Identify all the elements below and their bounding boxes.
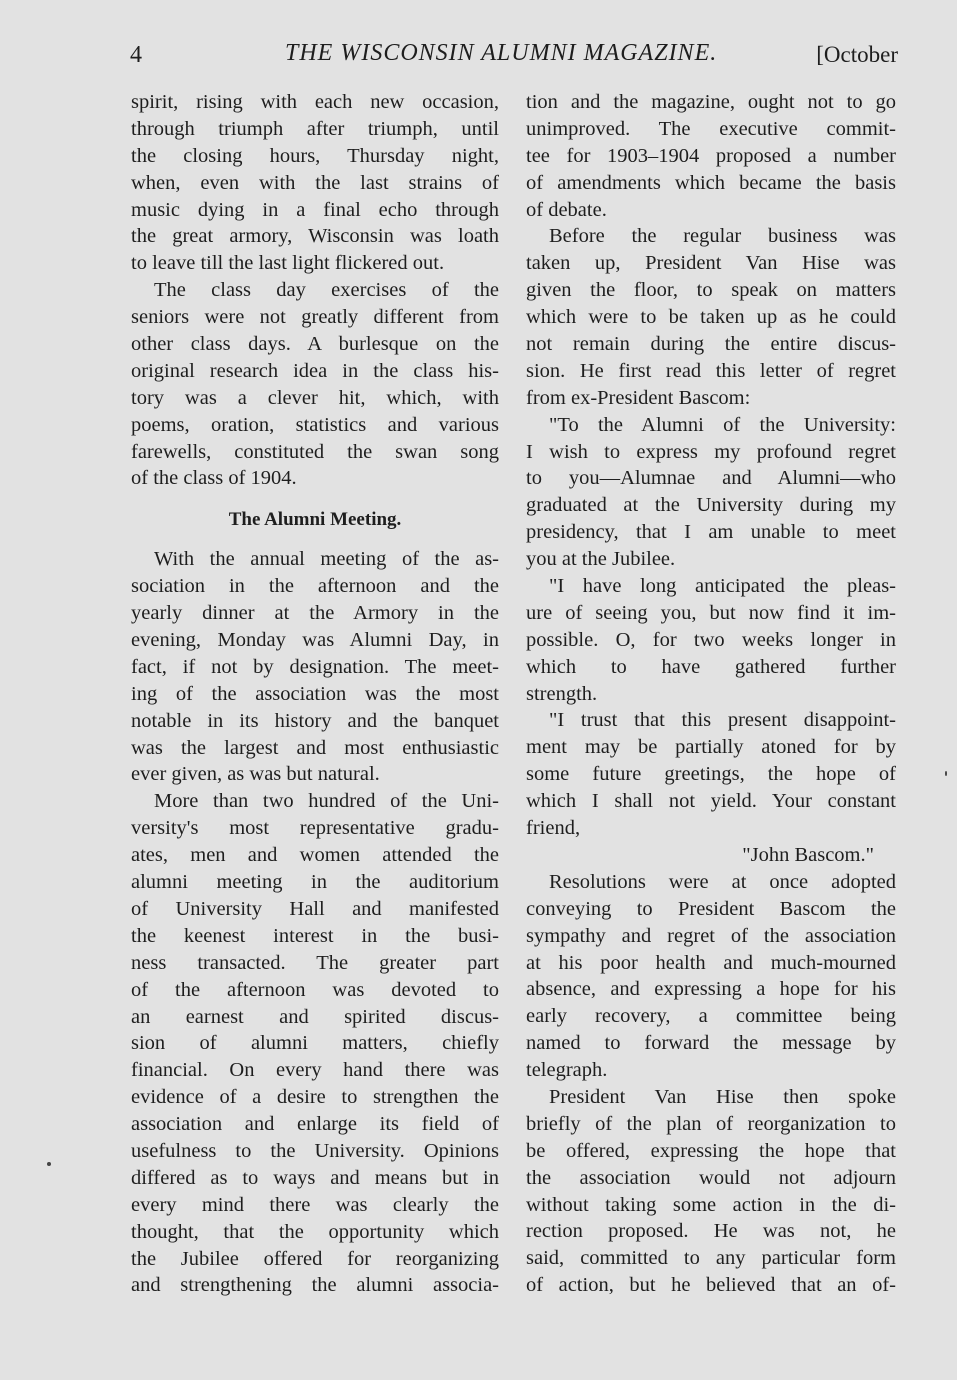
text-line: which I shall not yield. Your constant [526, 790, 896, 813]
left-column [131, 89, 499, 1299]
text-line: music dying in a final echo through [131, 198, 499, 221]
text-line: of debate. [526, 198, 607, 221]
text-line: every mind there was clearly the [131, 1193, 499, 1216]
text-line: presidency, that I am unable to meet [526, 521, 896, 544]
paper-speck [945, 771, 947, 776]
text-line: "To the Alumni of the University: [549, 413, 896, 436]
text-line: not remain during the entire discus- [526, 333, 896, 356]
text-line: ness transacted. The greater part [131, 951, 499, 974]
text-line: association and enlarge its field of [131, 1113, 499, 1136]
text-line: briefly of the plan of reorganization to [526, 1112, 896, 1135]
section-heading: The Alumni Meeting. [228, 509, 402, 531]
text-line: notable in its history and the banquet [131, 709, 499, 732]
text-line: taken up, President Van Hise was [526, 252, 896, 275]
text-line: More than two hundred of the Uni- [154, 790, 499, 813]
text-line: named to forward the message by [526, 1032, 896, 1055]
text-line: ates, men and women attended the [131, 844, 499, 867]
text-line: the Jubilee offered for reorganizing [131, 1247, 499, 1270]
text-line: "I trust that this present disappoint- [549, 709, 896, 732]
text-line: tion and the magazine, ought not to go [526, 91, 896, 113]
text-line: to you—Alumnae and Alumni—who [526, 467, 896, 490]
magazine-title: THE WISCONSIN ALUMNI MAGAZINE. [285, 40, 718, 66]
text-line: strength. [526, 682, 598, 705]
text-line: alumni meeting in the auditorium [131, 871, 499, 894]
text-line: and strengthening the alumni associa- [131, 1274, 499, 1297]
text-line: through triumph after triumph, until [131, 117, 499, 140]
paragraph [526, 223, 896, 411]
paragraph [131, 277, 499, 492]
text-line: graduated at the University during my [526, 494, 896, 517]
text-line: rection proposed. He was not, he [526, 1220, 896, 1243]
text-line: evening, Monday was Alumni Day, in [131, 629, 499, 652]
text-line: ure of seeing you, but now find it im- [526, 601, 896, 624]
text-line: of amendments which became the basis [526, 171, 896, 194]
text-line: The class day exercises of the [154, 279, 499, 302]
text-line: farewells, constituted the swan song [131, 440, 499, 463]
text-line: which were to be taken up as he could [526, 306, 896, 329]
paragraph [131, 546, 499, 788]
text-line: of University Hall and manifested [131, 897, 499, 920]
text-line: to leave till the last light flickered out. [131, 252, 445, 275]
text-line: usefulness to the University. Opinions [131, 1139, 499, 1162]
text-line: of the afternoon was devoted to [131, 978, 499, 1001]
text-line: seniors were not greatly different from [131, 306, 499, 329]
running-header [130, 38, 898, 72]
text-line: you at the Jubilee. [526, 548, 676, 571]
text-line: fact, if not by designation. The meet- [131, 655, 499, 678]
paragraph [526, 89, 896, 223]
text-line: ever given, as was but natural. [131, 763, 380, 786]
text-line: With the annual meeting of the as- [154, 548, 499, 571]
text-line: poems, oration, statistics and various [131, 413, 499, 436]
text-line: when, even with the last strains of [131, 171, 499, 194]
text-line: was the largest and most enthusiastic [131, 736, 499, 759]
text-line: I wish to express my profound regret [526, 440, 896, 463]
text-line: at his poor health and much-mourned [526, 951, 896, 974]
text-line: the keenest interest in the busi- [131, 924, 499, 947]
text-line: original research idea in the class his- [131, 359, 499, 382]
text-line: financial. On every hand there was [131, 1059, 499, 1082]
text-line: other class days. A burlesque on the [131, 333, 499, 356]
text-line: early recovery, a committee being [526, 1005, 896, 1028]
text-line: "I have long anticipated the pleas- [549, 575, 896, 598]
text-line: the closing hours, Thursday night, [131, 144, 499, 167]
text-line: an earnest and spirited discus- [131, 1005, 499, 1028]
text-line: tory was a clever hit, which, with [131, 386, 499, 409]
text-line: differed as to ways and means but in [131, 1166, 499, 1189]
paper-speck [47, 1162, 51, 1166]
text-line: without taking some action in the di- [526, 1193, 896, 1216]
text-line: of the class of 1904. [131, 467, 297, 490]
text-line: from ex-President Bascom: [526, 386, 751, 409]
right-column [526, 89, 896, 1299]
text-line: the great armory, Wisconsin was loath [131, 225, 499, 248]
text-line: friend, [526, 817, 581, 840]
text-line: evidence of a desire to strengthen the [131, 1086, 499, 1109]
text-line: spirit, rising with each new occasion, [131, 91, 499, 113]
text-line: versity's most representative gradu- [131, 817, 499, 840]
paragraph [131, 788, 499, 1299]
paragraph [526, 1084, 896, 1299]
text-line: conveying to President Bascom the [526, 897, 896, 920]
text-line: be offered, expressing the hope that [526, 1139, 896, 1162]
text-line: Before the regular business was [549, 225, 896, 248]
text-line: yearly dinner at the Armory in the [131, 602, 499, 625]
page-number: 4 [130, 42, 142, 68]
issue-month: [October [816, 42, 898, 67]
text-line: sympathy and regret of the association [526, 924, 896, 947]
text-line: telegraph. [526, 1059, 608, 1082]
text-line: possible. O, for two weeks longer in [526, 628, 896, 651]
paragraph [131, 89, 499, 277]
text-line: of action, but he believed that an of- [526, 1274, 896, 1297]
text-line: which to have gathered further [526, 655, 896, 678]
text-line: given the floor, to speak on matters [526, 279, 896, 302]
paragraph [526, 573, 896, 707]
text-line: thought, that the opportunity which [131, 1220, 499, 1243]
letter-signature: "John Bascom." [742, 843, 874, 866]
text-line: tee for 1903–1904 proposed a number [526, 144, 896, 167]
text-line: President Van Hise then spoke [549, 1085, 896, 1108]
paragraph [526, 412, 896, 573]
text-line: said, committed to any particular form [526, 1247, 896, 1270]
text-line: the association would not adjourn [526, 1166, 896, 1189]
text-line: ment may be partially atoned for by [526, 736, 896, 759]
paragraph [526, 707, 896, 841]
paragraph [526, 869, 896, 1084]
text-line: absence, and expressing a hope for his [526, 978, 896, 1001]
text-line: Resolutions were at once adopted [549, 870, 896, 893]
text-line: sion. He first read this letter of regret [526, 359, 896, 382]
text-line: sion of alumni matters, chiefly [131, 1032, 499, 1055]
text-line: ing of the association was the most [131, 682, 499, 705]
text-line: sociation in the afternoon and the [131, 575, 499, 598]
text-line: some future greetings, the hope of [526, 763, 896, 786]
text-line: unimproved. The executive commit- [526, 117, 896, 140]
